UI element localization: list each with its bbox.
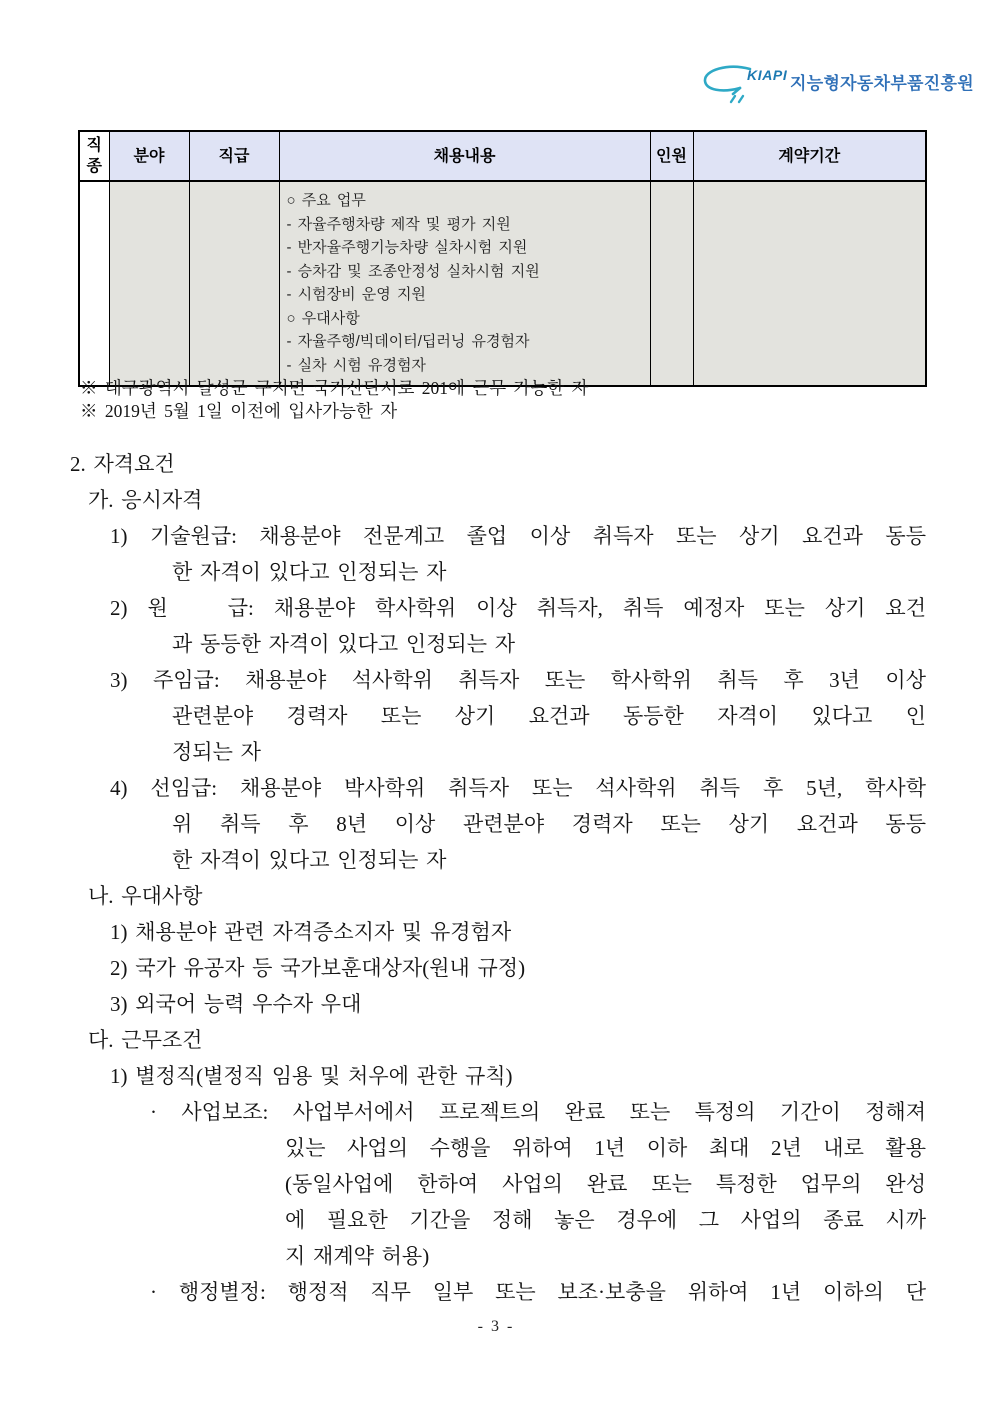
- table-notes: [80, 377, 588, 423]
- qualification-item-line: 위 취득 후 8년 이상 관련분야 경력자 또는 상기 요건과 동등: [172, 812, 926, 836]
- qualification-item-line: 1) 기술원급: 채용분야 전문계고 졸업 이상 취득자 또는 상기 요건과 동등: [110, 524, 926, 548]
- subsection-b-heading: 나. 우대사항: [88, 884, 203, 908]
- subsection-c-heading: 다. 근무조건: [88, 1028, 203, 1052]
- table-header-row: [79, 131, 926, 181]
- qualification-item-line: 정되는 자: [172, 740, 261, 764]
- col-header-jikgeup: 직급: [189, 131, 279, 181]
- subsection-a-heading: 가. 응시자격: [88, 488, 203, 512]
- cell-jikgeup: [189, 181, 279, 386]
- job-detail-line: - 자율주행차량 제작 및 평가 지원: [286, 215, 511, 233]
- cell-inwon: [650, 181, 693, 386]
- cell-jikjong: [79, 181, 109, 386]
- qualification-item: [70, 662, 926, 770]
- preference-item: 1) 채용분야 관련 자격증소지자 및 유경험자: [110, 920, 512, 944]
- note-line: ※ 대구광역시 달성군 구지면 국가산단서로 201에 근무 가능한 자: [80, 378, 589, 398]
- job-detail-line: - 실차 시험 유경험자: [286, 356, 426, 374]
- job-detail-line: - 승차감 및 조종안정성 실차시험 지원: [286, 262, 540, 280]
- work-condition-item-line: · 사업보조: 사업부서에서 프로젝트의 완료 또는 특정의 기간이 정해져: [150, 1100, 926, 1124]
- qualification-item-line: 4) 선임급: 채용분야 박사학위 취득자 또는 석사학위 취득 후 5년, 학사학: [110, 776, 926, 800]
- col-header-chaeyong: 채용내용: [279, 131, 650, 181]
- table-body-row: [79, 181, 926, 386]
- col-header-gyeyak: 계약기간: [693, 131, 926, 181]
- qualification-item-line: 2) 원 급: 채용분야 학사학위 이상 취득자, 취득 예정자 또는 상기 요건: [110, 596, 926, 620]
- qualification-item-line: 한 자격이 있다고 인정되는 자: [172, 560, 447, 584]
- qualification-item-line: 3) 주임급: 채용분야 석사학위 취득자 또는 학사학위 취득 후 3년 이상: [110, 668, 926, 692]
- work-condition-item-line: 지 재계약 허용): [285, 1244, 430, 1268]
- job-detail-line: - 반자율주행기능차량 실차시험 지원: [286, 239, 528, 256]
- job-detail-line: - 자율주행/빅데이터/딥러닝 유경험자: [286, 333, 530, 350]
- col-header-jikjong: 직종: [79, 131, 109, 181]
- work-condition-item: [70, 1274, 926, 1310]
- preference-item: 2) 국가 유공자 등 국가보훈대상자(원내 규정): [110, 956, 526, 980]
- job-detail-line: - 시험장비 운영 지원: [286, 286, 426, 303]
- cell-gyeyak: [693, 181, 926, 386]
- col-header-bunya: 분야: [109, 131, 189, 181]
- kiapi-swoosh-icon: [700, 64, 752, 104]
- page-number: - 3 -: [477, 1318, 515, 1335]
- kiapi-logo-text: KIAPI: [747, 67, 788, 83]
- section-heading: 2. 자격요건: [70, 452, 175, 476]
- main-content: [70, 446, 926, 1310]
- job-detail-line: ○ 주요 업무: [286, 192, 366, 209]
- qualification-item: [70, 770, 926, 878]
- preference-item: 3) 외국어 능력 우수자 우대: [110, 992, 362, 1016]
- qualification-item: [70, 590, 926, 662]
- job-detail-cell: [279, 181, 650, 386]
- work-condition-intro: 1) 별정직(별정직 임용 및 처우에 관한 규칙): [110, 1064, 513, 1088]
- qualification-item: [70, 518, 926, 590]
- work-condition-item-line: 에 필요한 기간을 정해 놓은 경우에 그 사업의 종료 시까: [285, 1208, 926, 1232]
- recruitment-table: [78, 130, 927, 387]
- work-condition-item: [70, 1094, 926, 1274]
- col-header-inwon: 인원: [650, 131, 693, 181]
- kiapi-logo: [700, 58, 974, 108]
- cell-bunya: [109, 181, 189, 386]
- note-line: ※ 2019년 5월 1일 이전에 입사가능한 자: [80, 401, 398, 421]
- qualification-item-line: 과 동등한 자격이 있다고 인정되는 자: [172, 632, 516, 656]
- work-condition-item-line: (동일사업에 한하여 사업의 완료 또는 특정한 업무의 완성: [285, 1172, 926, 1196]
- qualification-item-line: 관련분야 경력자 또는 상기 요건과 동등한 자격이 있다고 인: [172, 704, 926, 728]
- work-condition-item-line: 있는 사업의 수행을 위하여 1년 이하 최대 2년 내로 활용: [285, 1136, 926, 1160]
- qualification-item-line: 한 자격이 있다고 인정되는 자: [172, 848, 447, 872]
- work-condition-item-line: · 행정별정: 행정적 직무 일부 또는 보조·보충을 위하여 1년 이하의 단: [150, 1280, 926, 1304]
- org-name: 지능형자동차부품진흥원: [790, 74, 974, 93]
- job-detail-line: ○ 우대사항: [286, 309, 360, 327]
